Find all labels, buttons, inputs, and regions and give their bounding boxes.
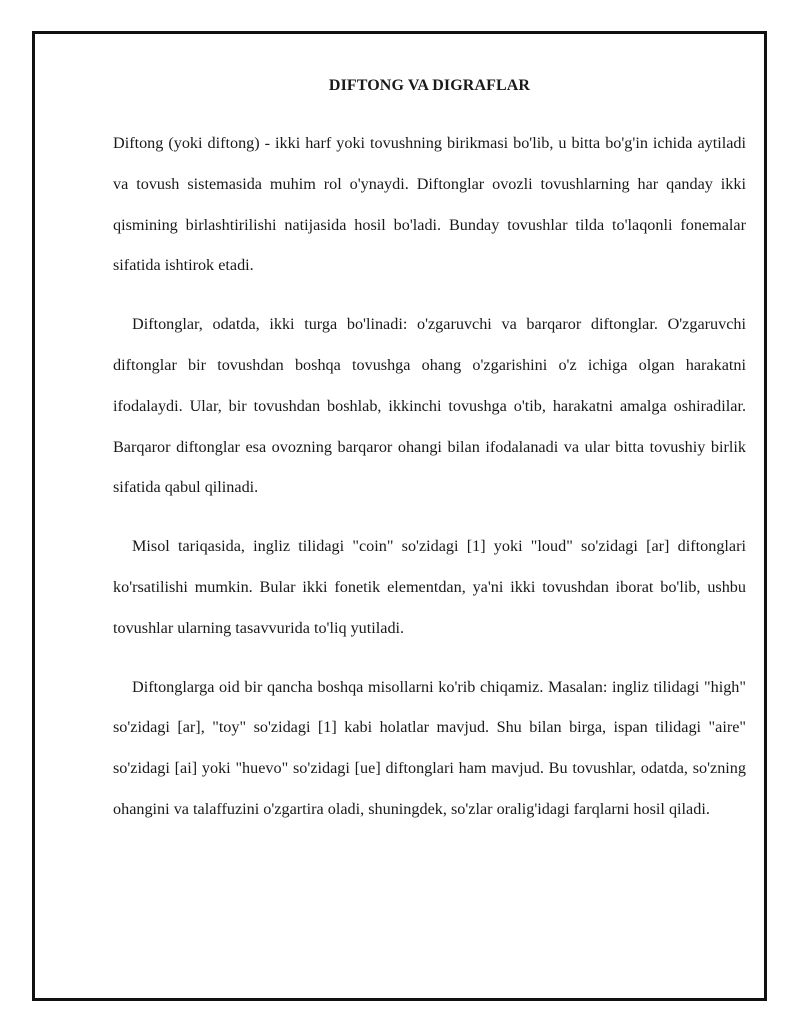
paragraph-4: Diftonglarga oid bir qancha boshqa misollarni ko'rib chiqamiz. Masalan: ingliz tilidagi "high" so'zidagi [ar], "toy" so'zidagi [1] kabi holatlar mavjud. Shu bilan birga, ispan tilidagi "aire" so'zidagi [ai] yoki "huevo" so'zidagi [ue] diftonglari ham mavjud. Bu tovushlar, odatda, so'zning ohangini va talaffuzini o'zgartira oladi, shuningdek, so'zlar oralig'idagi farqlarni hosil qiladi. [113,677,746,818]
paragraph-2: Diftonglar, odatda, ikki turga bo'linadi: o'zgaruvchi va barqaror diftonglar. O'zgaruvchi diftonglar bir tovushdan boshqa tovushga ohang o'zgarishini o'z ichiga olgan harakatni ifodalaydi. Ular, bir tovushdan boshlab, ikkinchi tovushga o'tib, harakatni amalga oshiradilar. Barqaror diftonglar esa ovozning barqaror ohangi bilan ifodalanadi va ular bitta tovushiy birlik sifatida qabul qilinadi. [113,315,746,497]
document-title: DIFTONG VA DIGRAFLAR [328,77,531,94]
paragraph-1: Diftong (yoki diftong) - ikki harf yoki tovushning birikmasi bo'lib, u bitta bo'g'in ichida aytiladi va tovush sistemasida muhim rol o'ynaydi. Diftonglar ovozli tovushlarning har qanday ikki qismining birlashtirilishi natijasida hosil bo'ladi. Bunday tovushlar tilda to'laqonli fonemalar sifatida ishtirok etadi. [113,134,746,275]
paragraph-3: Misol tariqasida, ingliz tilidagi "coin" so'zidagi [1] yoki "loud" so'zidagi [ar] diftonglari ko'rsatilishi mumkin. Bular ikki fonetik elementdan, ya'ni ikki tovushdan iborat bo'lib, ushbu tovushlar ularning tasavvurida to'liq yutiladi. [113,537,746,637]
page-frame [32,31,767,1001]
document-body [113,123,746,848]
